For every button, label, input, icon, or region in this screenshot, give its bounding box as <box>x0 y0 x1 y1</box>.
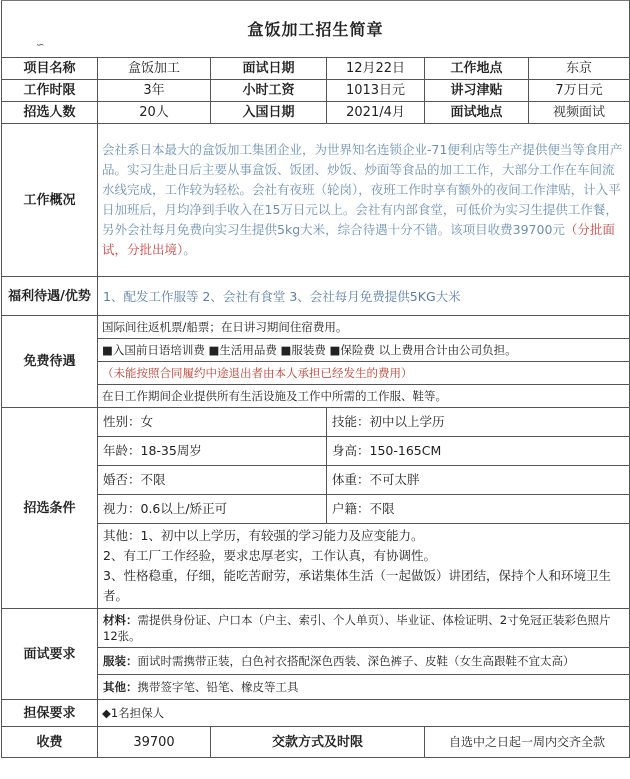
interview-location-label: 面试地点 <box>425 102 529 124</box>
work-location-value: 东京 <box>529 58 630 80</box>
cond-vision: 视力：0.6以上/矫正可 <box>98 495 327 524</box>
cond-marriage: 婚否：不限 <box>98 466 327 495</box>
training-allowance-value: 7万日元 <box>529 80 630 102</box>
overview-body: 会社系日本最大的盒饭加工集团企业，为世界知名连锁企业-71便利店等生产提供便当等食用产品。实习生赴日后主要从事盒饭、饭团、炒饭、炒面等食品的加工工作，大部分工作在车间流水线完成，工作较为轻松。会社有夜班（轮岗），夜班工作时享有额外的夜间工作津贴，计入平日加班后，月均净到手收入在15万日元以上。会社有内部食堂，可低价为实习生提供工作餐，另外会社每月免费向实习生提供5kg大米，综合待遇十分不错。该项目收费39700元 <box>102 142 623 237</box>
interview-materials <box>98 609 630 648</box>
guarantee-text: ◆1名担保人 <box>98 700 630 727</box>
overview-tail: 。 <box>183 242 196 257</box>
interview-date-label: 面试日期 <box>211 58 327 80</box>
training-allowance-label: 讲习津贴 <box>425 80 529 102</box>
free-line-2: ■入国前日语培训费 ■生活用品费 ■服装费 ■保险费 以上费用合计由公司负担。 <box>98 339 630 362</box>
interview-location-value: 视频面试 <box>529 102 630 124</box>
free-line-1: 国际间往返机票/船票；在日讲习期间住宿费用。 <box>98 316 630 339</box>
hourly-wage-value: 1013日元 <box>327 80 425 102</box>
welfare-row <box>2 277 630 316</box>
interview-row-1 <box>2 609 630 648</box>
materials-label: 材料： <box>103 613 138 627</box>
free-label: 免费待遇 <box>2 316 98 408</box>
other-label: 其他： <box>103 680 138 694</box>
page-title: 盒饭加工招生简章 <box>2 1 630 58</box>
basic-row-1 <box>2 58 630 80</box>
basic-row-2 <box>2 80 630 102</box>
cond-row-1 <box>2 408 630 437</box>
headcount-label: 招选人数 <box>2 102 98 124</box>
project-name-value: 盒饭加工 <box>98 58 211 80</box>
work-term-label: 工作时限 <box>2 80 98 102</box>
entry-date-value: 2021/4月 <box>327 102 425 124</box>
attire-label: 服装： <box>103 654 138 668</box>
payment-label: 交款方式及时限 <box>211 727 425 758</box>
overview-label: 工作概况 <box>2 124 98 277</box>
interview-attire <box>98 648 630 675</box>
title-row <box>2 1 630 58</box>
basic-row-3 <box>2 102 630 124</box>
cond-weight: 体重：不可太胖 <box>327 466 630 495</box>
fee-label: 收费 <box>2 727 98 758</box>
cond-other <box>98 524 630 609</box>
cond-height: 身高：150-165CM <box>327 437 630 466</box>
other-text: 携带签字笔、铅笔、橡皮等工具 <box>137 680 299 694</box>
cond-gender: 性别：女 <box>98 408 327 437</box>
attire-text: 面试时需携带正装，白色衬衣搭配深色西装、深色裤子、皮鞋（女生高跟鞋不宜太高） <box>137 654 575 668</box>
entry-date-label: 入国日期 <box>211 102 327 124</box>
stray-mark-icon: ∽ <box>36 40 45 51</box>
fee-value: 39700 <box>98 727 211 758</box>
overview-text <box>98 124 630 277</box>
welfare-text: 1、配发工作服等 2、会社有食堂 3、会社每月免费提供5KG大米 <box>98 277 630 316</box>
recruitment-table <box>1 0 630 758</box>
cond-skill: 技能：初中以上学历 <box>327 408 630 437</box>
interview-other <box>98 675 630 700</box>
guarantee-row <box>2 700 630 727</box>
conditions-label: 招选条件 <box>2 408 98 609</box>
free-line-4: 在日工作期间企业提供所有生活设施及工作中所需的工作服、鞋等。 <box>98 385 630 408</box>
cond-other-1: 其他：1、初中以上学历，有较强的学习能力及应变能力。 <box>103 528 424 543</box>
work-location-label: 工作地点 <box>425 58 529 80</box>
overview-red-note: （分批面试，分批出境） <box>102 222 615 257</box>
interview-label: 面试要求 <box>2 609 98 700</box>
free-row-1 <box>2 316 630 339</box>
fee-row <box>2 727 630 758</box>
free-line-3: （未能按照合同履约中途退出者由本人承担已经发生的费用） <box>98 362 630 385</box>
overview-row <box>2 124 630 277</box>
guarantee-label: 担保要求 <box>2 700 98 727</box>
headcount-value: 20人 <box>98 102 211 124</box>
cond-age: 年龄：18-35周岁 <box>98 437 327 466</box>
work-term-value: 3年 <box>98 80 211 102</box>
interview-date-value: 12月22日 <box>327 58 425 80</box>
cond-other-3: 3、性格稳重，仔细，能吃苦耐劳，承诺集体生活（一起做饭）讲团结，保持个人和环境卫生者。 <box>103 568 611 603</box>
hourly-wage-label: 小时工资 <box>211 80 327 102</box>
welfare-label: 福利待遇/优势 <box>2 277 98 316</box>
cond-hukou: 户籍：不限 <box>327 495 630 524</box>
project-name-label: 项目名称 <box>2 58 98 80</box>
cond-other-2: 2、有工厂工作经验，要求忠厚老实，工作认真，有协调性。 <box>103 548 436 563</box>
materials-text: 需提供身份证、户口本（户主、索引、个人单页）、毕业证、体检证明、2寸免冠正装彩色照片12张。 <box>103 613 611 643</box>
payment-text: 自选中之日起一周内交齐全款 <box>425 727 630 758</box>
